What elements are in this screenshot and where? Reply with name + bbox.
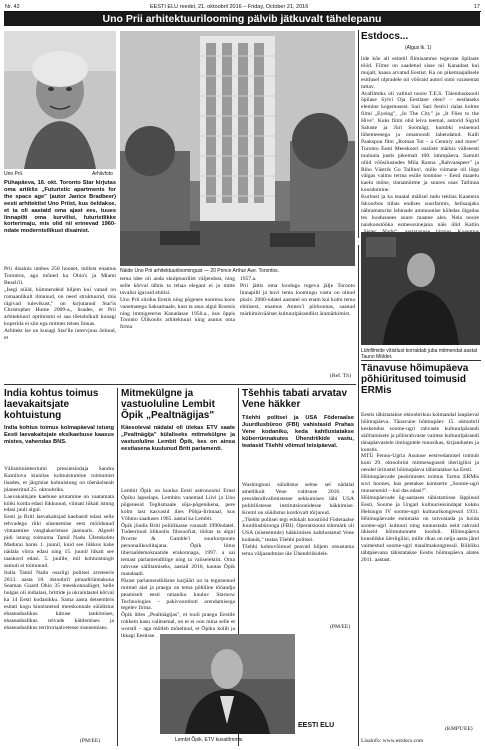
portrait-image bbox=[4, 31, 116, 169]
estdocs-body: lide kõe all esitetil filmisamme tegevate õpilaste tööd. Filme on saadetud sisse nii Kanadast kui mujalt, kaasa arvatud Eestist. Ka on pikemaajalisele esitlusel ulpradele nii võõraid autori nimi varasemat tuttav. Avafilmiks oli valitud noore T.E.S. Täiendusksooli õpilase Sylvi Oja Eestlane olen? – eestlaseks elemine kogemusest. Sari Sari festivi rialas kolme filmi „Eyeing", „In The City" ja „It Flies to the Hive". Kuks filmi olid leiva teemal, autorid Sigrid Saluste ja Jüri Soomägi, kumbki esinenud lühemeesega ja omamoodi lahendatud. Kalli Paakspuu film „Roman Tot – a Century and more" Toronto Eesti Meeskoori osaliste märkis väliseesti tuuluula justis pikemalt 100. ümmpäeva. Samuti oliid võõsilustudes Mila Ranna „Rahvaaspeer" ja Riho Västrik Go Tallinn!, mille viimane oli lõpp välgas vaimu terma esiile toomine – Eesti maaelu kaelu mõne, tinnamürme ja suures osas Tallinna koosdomine. Kurbust ja ka teaatal mälisel tudu tekitas Kaamera Iskoorbos tiibas endises suurfarmis, helisaajaks näbramaturist lehmade ammuunise kõledas ülgadas tes loodusnees suure maatee ales. Nela noore naiskoostööka esmesosinejana näis ülid Katlin bbox=[361, 56, 479, 228]
india-lead: India kohtus toimus kolmapäeval istung Eesti laevakaitsjate eksikaebuse kaasus mistes, vahendas BNS. bbox=[4, 425, 114, 445]
tsehhi-lead: Tšehhi politsei ja USA Föderaalse Juurdlusbüroo (FBI) vahistasid Prahas Vene kodaniku, keda kahtlustatakse küberrünnakutes Ühendriikide vastu, teatasid Tšehhi võimud teisipäeval. bbox=[242, 415, 354, 449]
india-body: Välisministeeriumi pressiesindaja Sandra Kamilova kinnitas kohtuistumine toimumist lisades, et järgmise kohtuistung on tõenäolsealt planeeritud 25. oktoobriks. Laevakaitsjate kaebuse arutamine on vaatamata kõiki korda edasi lükkunud, viimati lükati istung edasi juuli algul. Eesti ja Briti laevakaitsjad kaebasid edasi selle tehvadega riiki süsenemise eest möödunud vintaamine vanglakaristuse jaanuaris. Algselt pidi istung toimuma Tamil Nadu Ülemkohtu Madurai harus 1. juunil, kuid see lükkus kahe nädala võrra edasi ning 15. juunil lükati see taaskord edasi. 5. juulile, mil kohtuistungit samuti ei toimunud. India Tamil Nadu osariigi politsei arreteeris 2013. aasta 18. oktoobril piraadirünnakuna Seaman Guard Ohio 35 meeskonnaliiget, kelle hulgas oli indialasi, brittide ja ukrainlastel kõrval ka 14 Eesti kodanikku. Sama aasta detsembris esitati kogu kinnisnetud meeskonnale süüdistus ebaseaduslikus kütuse tankimises, ebaseaduslikus relvade käitlemises ja ebaseaduslikus territoriaalvetesse sisenemises. bbox=[4, 466, 114, 631]
page-number-left: Nr. 42 bbox=[5, 4, 20, 10]
holiday-title-block bbox=[361, 363, 479, 396]
estdocs-title: Estdocs... bbox=[361, 31, 409, 42]
portrait-caption-credit: Arhiivfoto bbox=[92, 171, 113, 177]
lembit-title: Mitmekülgne ja vastuoluline Lembit Õpik „Pealtnägijas" bbox=[121, 388, 215, 421]
lead-source: (Ref. TS) bbox=[330, 373, 352, 379]
building-photo bbox=[120, 31, 355, 266]
india-source: (PM/EE) bbox=[80, 738, 101, 744]
lead-body-col3: 1957.a. Prii jättis oma loodugа tugeva jälje Toronto linnapilti ja huvi tema loomingu vastu on olnud püsiv. 2000-ndatel aastatel on enam kui kolm tema ehitisest, enamus Annex'i piirkonnas, saanud märkimisväärset kultuuripärandlist äramärkimist. bbox=[240, 276, 355, 317]
lead-divider bbox=[4, 384, 356, 385]
filmmaker-caption: Lühifilmide võistlust korraldab juba mitmendat aastat Tauno Mölder. bbox=[361, 348, 478, 360]
estdocs-website: Lisainfo: www.estdocs.com bbox=[361, 738, 424, 744]
lead-headline: Uno Prii arhitektuurilooming pälvib jätkuvalt tähelepanu bbox=[4, 12, 480, 26]
building-photo-caption: Näide Uno Prii arhitektuuriloomingust — 20 Prince Arthur Ave. Torontos. bbox=[120, 268, 280, 274]
page-number-right: 17 bbox=[473, 4, 480, 10]
lembit-image bbox=[160, 634, 295, 734]
lembit-body: Lembit Õpik on kuulsa Eesti astronoomi Ernst Öpiku lapselaps. Lembitu vanemad Liivi ja Uno põgenesid Teglismaale sõja-põgenikena, pere kolm last kasvasid ilies Põhja-Iirimaal, kus Võhmu saaduses 1965. aastal ka Lembit. Õpik jõudis Briti poliitikasse varasalt 1990ndatel. Tudeerinud ülikoolis filosoofiat, töötas ta algul Procter & Gamble'i suurkorporats personalikoolitajana. Õpik liitus liberaaldemokraatide erakonnaga, 1997. a sai temast parlamendiliige ning ta vaiiselektiit. Oma rahvuse säilitamiseks, aastail 2010, kaotas Õpik mandaadi. Pärast parlamendiiikme karjääri on ta tegutsenud mitmel alal ja praegu on tema põhiline tööandja peamiselt eesti omaniku kuuluv Starnow Technologies – pakivooroboti arendamisega tegelev firma. Õpik ütles „Pealtnägijas", et tooli praegu Eestile rohkem kasu valitsemal, on et ei oon mina selle et worstil – aga mõtleb mõtelnud, et Õpiku kolib ja ikkagi Eestisse. bbox=[121, 488, 235, 640]
holiday-divider bbox=[361, 360, 481, 361]
lembit-photo bbox=[160, 634, 295, 734]
column-divider-right bbox=[358, 30, 359, 238]
india-title: India kohtus toimus laevakaitsjate kohtuistung bbox=[4, 388, 99, 421]
lembit-lead: Käesoleval nädalal oli ülekas ETV saate „Pealtnägija" külaliseks mitmekülgne ja vastuoluline Lembit Õpik, kes on ainsa eestlasena kuulunud Briti parlamenti. bbox=[121, 425, 235, 452]
estdocs-continued: (Algus lk. 1) bbox=[405, 45, 432, 51]
tsehhi-title-block bbox=[242, 388, 354, 410]
building-image bbox=[120, 31, 355, 266]
holiday-source: (KMPT/EE) bbox=[445, 726, 473, 732]
lead-body-col1: Prii disainis umbes 250 hoonet, millest enamus Torontos, aga mõned ka Ohio's ja Miami Beach'il. „Isegi nüüd, kümnendeid hiljem kui vanad on romaanlikult ilmunud, on need struktuurid, mis rägivad tulevikust," on kirjutanud Star'is Christopher Hume 2009-a., lisades, et Prii arhitektuuri optimismi ei saa tõendolkult kunagi koperida ei siin ega mitmes teises linnas. Arhitekt ise on kunagi Star'ile intervjuus öelnud, et bbox=[4, 266, 116, 342]
lembit-title-block bbox=[121, 388, 235, 421]
divider-tsehhi-right bbox=[358, 245, 359, 746]
tsehhi-source: (PM/EE) bbox=[330, 624, 351, 630]
estdocs-title-block bbox=[361, 31, 481, 42]
holiday-title: Tänavuse hõimupäeva põhiüritused toimusid ERMis bbox=[361, 363, 469, 396]
portrait-caption-name: Uno Prii. bbox=[4, 171, 24, 177]
eesti-elu-logo: EESTI ELU bbox=[298, 722, 335, 729]
portrait-photo bbox=[4, 31, 116, 169]
divider-india-lembit bbox=[117, 388, 118, 746]
filmmaker-photo bbox=[361, 232, 480, 345]
lead-body-col2: tema idee oli anda skulptuurilist väljendust, ning selle kõrval tähtis ta tehaa elegant ei ja mitte tavalisi igavaid ehitisi. Uno Prii siirdus Eestis ning põgenes noorena koos vanematega Saksamaale, kust ta asus algul Rootsis ning immigreerus Kanadasse 1950.a., kus õppis Toronto Ülikoolis arhitektuuri ning asutus oma firma bbox=[120, 276, 235, 331]
tsehhi-title: Tšehhis tabati arvatav Vene häkker bbox=[242, 388, 348, 410]
tsehhi-body: Washingtoni süüdistus seitse sel nädalal ametlikult Vene valitsuse 2016. a presidendivalimistesse sekkumises läbi USA poliitilistesse institutsioonidesse häkkimise. Kreml on süüdistus kordovalt tõrjunud. „Tšehhi politsei tegi edukalt koostööd Föderaalse Juurdlusbürooga (FBI). Operatsiooni sihtmärk oli USA (süsteemide) häkkimises kahtlustatud Vene kodanik," teatas Tšehhi politsei. Tšehhi kohtuvõimud peavad hiljem otsustama tema väljaandmise üle Ühendriikidele. bbox=[242, 482, 354, 558]
lembit-photo-caption: Lembit Õpik, ETV kuvatõmmis. bbox=[175, 737, 244, 743]
holiday-body: Eestis tähistatakse oktoobrikuu kolmandal laupäeval hõimupäeva. Tänavune hõimupäev 15. oktoobril keskendus soome-ugri rahvaste kultuuripärandi säilitamisele ja põlisrahvaste vaimse kultuuripärandi tänapäevastele iimingutele muusikas, kirjandustes ja kunstis. MTÜ Fenno-Ugria Asutuse eestvedamisel toimub kuni 29. oktoobrini mitmesugused üleriigilisi ja nendel üritustel hõimupäeva tähistatakse ka Eesti. Hõimupäevade peaüritustes toimus Tartus ERMis suvi hoones, kus peetakse kontserte „Soome-ugri muuseumid – kui das edasi?". Hõimupäevade üg-aastases tähistamisse läppinud Eesti, Soome ja Ungari kultuuriessindajat kokku Helsingis IV soome-ugri kultuurikongressil 1931. Hõimupäevade esmmaks on tutvustada ja hoida soome-ugri kultuuri ning tunnustada neid rahvaid ühiseid hõimutunnete loodoli. Hõimupäeva konstlikke üleriigilisi, mille rikas on nelja aasta järel vaimestud soome-ugri maailmakongressil. Riikliku tähtpäevana tähistatakse Eestis hõimupäeva alates 2011. aastast. bbox=[361, 412, 479, 564]
dateline: EESTI ELU reedel, 21. oktoobril 2016 – Friday, October 21, 2016 bbox=[150, 4, 309, 10]
filmmaker-image bbox=[361, 232, 480, 345]
india-title-block bbox=[4, 388, 114, 421]
lead-intro: Pühapäeva, 16. okt. Toronto Star kirjutas oma artiklis „Futuristic apartments for the space age" (autor Janice Bradbeer) eesti arhitektist Uno Priist, kus öeldakse, et ta oli aastaid oma ajast ees, tuues linnapilti oma kurvilist, futuristlikke korterimaju, mis olid nii erinevad 1960-ndate modernistlikust disainist. bbox=[4, 180, 116, 235]
